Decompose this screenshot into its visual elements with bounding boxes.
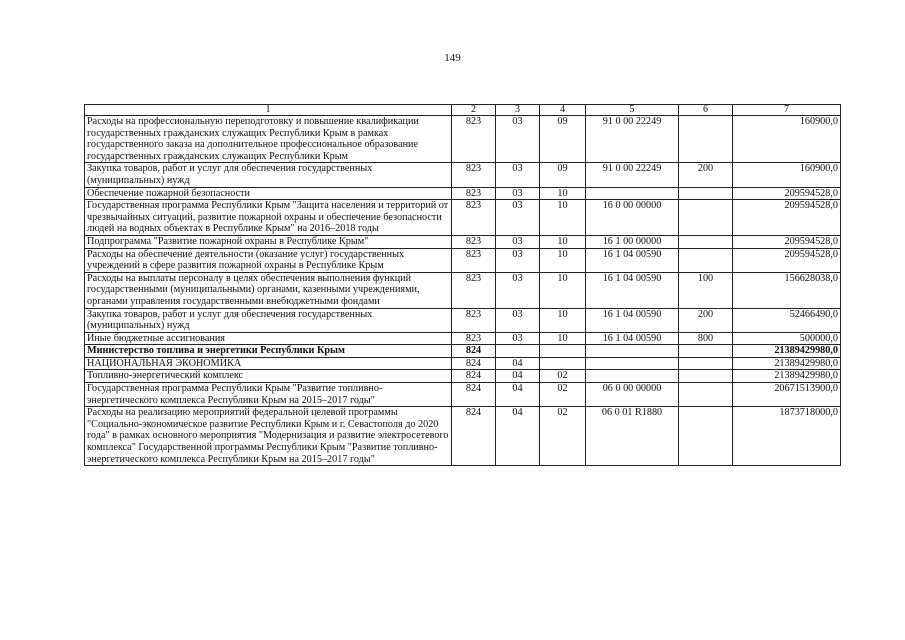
cell-section: 03 <box>496 272 540 308</box>
cell-name: Расходы на реализацию мероприятий федеральной целевой программы "Социально-экономическое развитие Республики Крым и г. Севастополя до 2020 года" в рамках основного мероприятия "Модернизация и развитие электросетевого комплекса" Государственной программы Республики Крым "Развитие топливно-энергетического комплекса Республики Крым на 2015–2017 годы" <box>85 407 452 466</box>
table-row <box>85 235 841 248</box>
cell-target-article: 16 1 00 00000 <box>586 235 679 248</box>
cell-subsection: 10 <box>540 248 586 272</box>
table-row <box>85 345 841 358</box>
cell-ministry-code: 823 <box>452 235 496 248</box>
cell-name: Расходы на обеспечение деятельности (оказание услуг) государственных учреждений в сфере развития пожарной охраны в Республике Крым <box>85 248 452 272</box>
cell-subsection: 10 <box>540 200 586 236</box>
cell-name: Подпрограмма "Развитие пожарной охраны в Республике Крым" <box>85 235 452 248</box>
table-row <box>85 407 841 466</box>
cell-amount: 209594528,0 <box>733 200 841 236</box>
cell-expense-type <box>679 357 733 370</box>
cell-expense-type: 200 <box>679 163 733 187</box>
table-row <box>85 383 841 407</box>
cell-subsection: 10 <box>540 272 586 308</box>
cell-section: 03 <box>496 235 540 248</box>
cell-name: Закупка товаров, работ и услуг для обеспечения государственных (муниципальных) нужд <box>85 163 452 187</box>
cell-ministry-code: 823 <box>452 200 496 236</box>
cell-ministry-code: 824 <box>452 383 496 407</box>
cell-target-article: 91 0 00 22249 <box>586 163 679 187</box>
cell-target-article: 06 0 01 R1880 <box>586 407 679 466</box>
cell-ministry-code: 824 <box>452 345 496 358</box>
cell-subsection: 10 <box>540 308 586 332</box>
cell-name: Государственная программа Республики Крым "Развитие топливно-энергетического комплекса Республики Крым на 2015–2017 годы" <box>85 383 452 407</box>
cell-section: 03 <box>496 200 540 236</box>
cell-expense-type: 100 <box>679 272 733 308</box>
cell-name: Расходы на профессиональную переподготовку и повышение квалификации государственных гражданских служащих Республики Крым в рамках государственного заказа на дополнительное профессиональное образование государственных гражданских служащих Республики Крым <box>85 116 452 163</box>
cell-subsection: 10 <box>540 187 586 200</box>
cell-section: 04 <box>496 383 540 407</box>
cell-ministry-code: 823 <box>452 332 496 345</box>
cell-name: Топливно-энергетический комплекс <box>85 370 452 383</box>
cell-subsection: 10 <box>540 235 586 248</box>
cell-expense-type: 800 <box>679 332 733 345</box>
cell-name: Обеспечение пожарной безопасности <box>85 187 452 200</box>
budget-table <box>84 104 841 466</box>
cell-expense-type <box>679 407 733 466</box>
cell-target-article <box>586 370 679 383</box>
cell-subsection: 02 <box>540 407 586 466</box>
table-row <box>85 248 841 272</box>
column-header: 4 <box>540 105 586 116</box>
cell-expense-type <box>679 345 733 358</box>
page-number: 149 <box>444 52 461 64</box>
cell-section: 03 <box>496 163 540 187</box>
cell-name: Государственная программа Республики Крым "Защита населения и территорий от чрезвычайных ситуаций, развитие пожарной охраны и обеспечение безопасности людей на водных объектах в Республике Крым" на 2016–2018 годы <box>85 200 452 236</box>
table-row <box>85 187 841 200</box>
cell-subsection: 09 <box>540 163 586 187</box>
cell-target-article <box>586 357 679 370</box>
cell-amount: 21389429980,0 <box>733 357 841 370</box>
cell-section <box>496 345 540 358</box>
cell-expense-type <box>679 187 733 200</box>
cell-subsection <box>540 357 586 370</box>
cell-section: 03 <box>496 308 540 332</box>
column-header: 3 <box>496 105 540 116</box>
cell-ministry-code: 824 <box>452 357 496 370</box>
column-header: 7 <box>733 105 841 116</box>
cell-section: 03 <box>496 116 540 163</box>
cell-expense-type <box>679 383 733 407</box>
column-header: 2 <box>452 105 496 116</box>
header-row <box>85 105 841 116</box>
cell-name: Закупка товаров, работ и услуг для обеспечения государственных (муниципальных) нужд <box>85 308 452 332</box>
cell-section: 03 <box>496 332 540 345</box>
cell-amount: 160900,0 <box>733 116 841 163</box>
cell-amount: 21389429980,0 <box>733 345 841 358</box>
cell-amount: 209594528,0 <box>733 235 841 248</box>
cell-expense-type: 200 <box>679 308 733 332</box>
cell-ministry-code: 824 <box>452 407 496 466</box>
cell-subsection: 02 <box>540 370 586 383</box>
cell-ministry-code: 823 <box>452 163 496 187</box>
table-row <box>85 200 841 236</box>
cell-name: Министерство топлива и энергетики Республики Крым <box>85 345 452 358</box>
cell-target-article: 16 0 00 00000 <box>586 200 679 236</box>
cell-name: НАЦИОНАЛЬНАЯ ЭКОНОМИКА <box>85 357 452 370</box>
cell-amount: 209594528,0 <box>733 248 841 272</box>
cell-target-article: 91 0 00 22249 <box>586 116 679 163</box>
cell-subsection: 10 <box>540 332 586 345</box>
table-row <box>85 272 841 308</box>
cell-section: 04 <box>496 357 540 370</box>
cell-section: 03 <box>496 187 540 200</box>
table-row <box>85 332 841 345</box>
cell-subsection: 09 <box>540 116 586 163</box>
cell-amount: 156628038,0 <box>733 272 841 308</box>
cell-amount: 500000,0 <box>733 332 841 345</box>
cell-name: Иные бюджетные ассигнования <box>85 332 452 345</box>
cell-ministry-code: 823 <box>452 308 496 332</box>
cell-expense-type <box>679 370 733 383</box>
column-header: 6 <box>679 105 733 116</box>
cell-ministry-code: 823 <box>452 272 496 308</box>
table-row <box>85 308 841 332</box>
cell-subsection: 02 <box>540 383 586 407</box>
cell-amount: 21389429980,0 <box>733 370 841 383</box>
cell-section: 04 <box>496 370 540 383</box>
cell-expense-type <box>679 235 733 248</box>
cell-section: 04 <box>496 407 540 466</box>
cell-target-article: 06 0 00 00000 <box>586 383 679 407</box>
cell-expense-type <box>679 200 733 236</box>
cell-subsection <box>540 345 586 358</box>
cell-target-article: 16 1 04 00590 <box>586 272 679 308</box>
cell-name: Расходы на выплаты персоналу в целях обеспечения выполнения функций государственными (муниципальными) органами, казенными учреждениями, органами управления государственными внебюджетными фондами <box>85 272 452 308</box>
cell-amount: 160900,0 <box>733 163 841 187</box>
cell-expense-type <box>679 248 733 272</box>
column-header: 1 <box>85 105 452 116</box>
cell-amount: 1873718000,0 <box>733 407 841 466</box>
table-row <box>85 163 841 187</box>
cell-target-article <box>586 345 679 358</box>
column-header: 5 <box>586 105 679 116</box>
cell-amount: 20671513900,0 <box>733 383 841 407</box>
cell-target-article <box>586 187 679 200</box>
cell-ministry-code: 823 <box>452 248 496 272</box>
cell-amount: 52466490,0 <box>733 308 841 332</box>
table-row <box>85 357 841 370</box>
cell-ministry-code: 824 <box>452 370 496 383</box>
table-row <box>85 370 841 383</box>
cell-target-article: 16 1 04 00590 <box>586 248 679 272</box>
cell-target-article: 16 1 04 00590 <box>586 332 679 345</box>
cell-target-article: 16 1 04 00590 <box>586 308 679 332</box>
cell-expense-type <box>679 116 733 163</box>
cell-ministry-code: 823 <box>452 116 496 163</box>
cell-amount: 209594528,0 <box>733 187 841 200</box>
cell-section: 03 <box>496 248 540 272</box>
cell-ministry-code: 823 <box>452 187 496 200</box>
table-row <box>85 116 841 163</box>
